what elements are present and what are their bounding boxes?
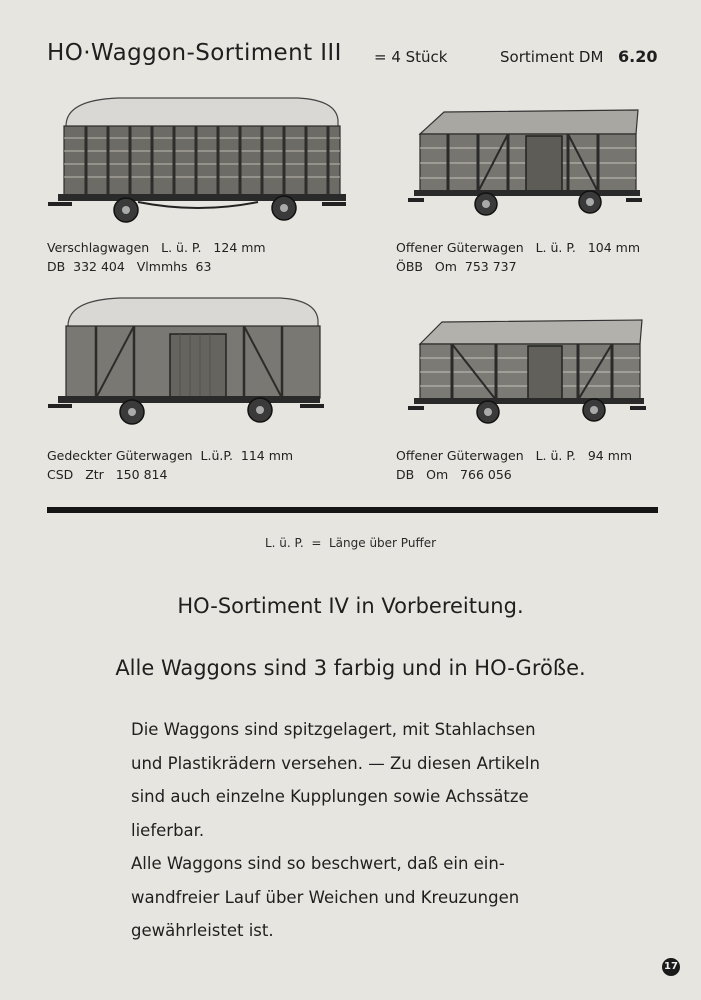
paragraph-1-line: und Plastikrädern versehen. — Zu diesen Artikeln [131,753,540,773]
wagon-2-designation: ÖBB Om 753 737 [396,259,517,274]
wagon-1-caption [47,238,266,276]
wagon-2-caption [396,238,640,276]
feature-headline: Alle Waggons sind 3 farbig und in HO-Größe. [115,656,586,680]
quantity-label: = 4 Stück [374,48,448,66]
wagon-3-length: 114 mm [240,448,294,463]
description-paragraph-2 [131,847,601,948]
description-paragraph-1 [131,713,601,847]
divider-rule [47,507,658,513]
page-number: 17 [662,958,680,976]
price-value: 6.20 [618,47,658,66]
open-wagon-illustration [408,108,642,218]
wagon-2-length: 104 mm [587,240,641,255]
wagon-3-length-label: L.ü.P. [200,448,233,463]
covered-wagon-illustration [48,296,324,426]
paragraph-2-line: wandfreier Lauf über Weichen und Kreuzungen [131,887,520,907]
wagon-4-name: Offener Güterwagen [396,448,524,463]
wagon-1-name: Verschlagwagen [47,240,150,255]
paragraph-1-line: sind auch einzelne Kupplungen sowie Achssätze [131,787,529,806]
paragraph-2-line: gewährleistet ist. [131,921,274,940]
wagon-1-designation: DB 332 404 Vlmmhs 63 [47,259,212,274]
paragraph-2-line: Alle Waggons sind so beschwert, daß ein ein- [131,854,505,873]
abbreviation-legend: L. ü. P. = Länge über Puffer [264,536,437,550]
wagon-2-length-label: L. ü. P. [535,240,576,255]
price-label: Sortiment DM [500,48,604,66]
page-title: HO·Waggon-Sortiment III [47,40,342,66]
wagon-4-length-label: L. ü. P. [535,448,576,463]
wagon-4-caption [396,446,632,484]
wagon-3-designation: CSD Ztr 150 814 [47,467,168,482]
paragraph-1-line: lieferbar. [131,820,205,840]
wagon-2-name: Offener Güterwagen [396,240,524,255]
wagon-4-designation: DB Om 766 056 [396,467,512,482]
stake-wagon-illustration [48,96,346,224]
paragraph-1-line: Die Waggons sind spitzgelagert, mit Stahlachsen [131,720,536,739]
wagon-3-name: Gedeckter Güterwagen [47,448,193,463]
wagon-1-length-label: L. ü. P. [161,240,202,255]
wagon-1-length: 124 mm [213,240,266,255]
wagon-3-caption [47,446,293,484]
announcement-heading: HO-Sortiment IV in Vorbereitung. [177,594,524,618]
open-wagon-illustration [408,318,646,426]
wagon-4-length: 94 mm [587,448,633,463]
